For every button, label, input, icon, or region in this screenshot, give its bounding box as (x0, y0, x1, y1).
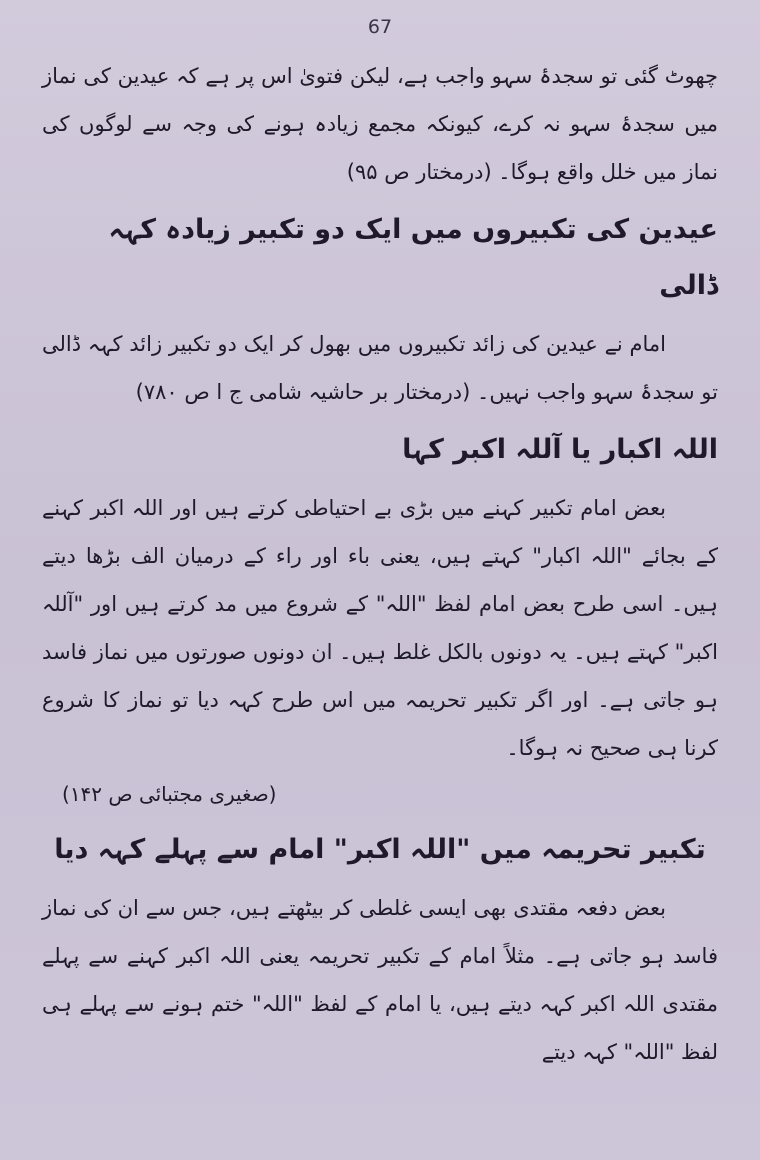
reference-sagheeri: (صغیری مجتبائی ص ۱۴۲) (62, 782, 277, 806)
page-content (42, 52, 718, 1076)
paragraph-muqtadi-error: بعض دفعہ مقتدی بھی ایسی غلطی کر بیٹھتے ہیں، جس سے ان کی نماز فاسد ہو جاتی ہے۔ مثلاً امام کے تکبیر تحریمہ یعنی اللہ اکبر کہنے سے پہلے مقتدی اللہ اکبر کہہ دیتے ہیں، یا امام کے لفظ "اللہ" ختم ہونے سے پہلے ہی لفظ "اللہ" کہہ دیتے (42, 896, 718, 1064)
paragraph-sajda-sahw: چھوٹ گئی تو سجدۂ سہو واجب ہے، لیکن فتویٰ اس پر ہے کہ عیدین کی نماز میں سجدۂ سہو نہ کرے، کیونکہ مجمع زیادہ ہونے کی وجہ سے لوگوں کی نماز میں خلل واقع ہوگا۔ (درمختار ص ۹۵) (42, 64, 718, 184)
paragraph-pronunciation-error: بعض امام تکبیر کہنے میں بڑی بے احتیاطی کرتے ہیں اور اللہ اکبر کہنے کے بجائے "اللہ اکبار" کہتے ہیں، یعنی باء اور راء کے درمیان الف بڑھا دیتے ہیں۔ اسی طرح بعض امام لفظ "اللہ" کے شروع میں مد کرتے ہیں اور "آللہ اکبر" کہتے ہیں۔ یہ دونوں بالکل غلط ہیں۔ ان دونوں صورتوں میں نماز فاسد ہو جاتی ہے۔ اور اگر تکبیر تحریمہ میں اس طرح کہہ دیا تو نماز کا شروع کرنا ہی صحیح نہ ہوگا۔ (42, 496, 718, 760)
heading-allahu-akbar-pronunciation: اللہ اکبار یا آللہ اکبر کہا (402, 434, 718, 465)
paragraph-extra-takbir: امام نے عیدین کی زائد تکبیروں میں بھول کر ایک دو تکبیر زائد کہہ ڈالی تو سجدۂ سہو واجب نہیں۔ (درمختار بر حاشیہ شامی ج ا ص ۷۸۰) (42, 332, 718, 404)
heading-extra-takbir: عیدین کی تکبیروں میں ایک دو تکبیر زیادہ کہہ ڈالی (108, 214, 718, 301)
heading-takbir-before-imam: تکبیر تحریمہ میں "اللہ اکبر" امام سے پہلے کہہ دیا (54, 834, 706, 865)
page-number: 67 (367, 16, 393, 38)
